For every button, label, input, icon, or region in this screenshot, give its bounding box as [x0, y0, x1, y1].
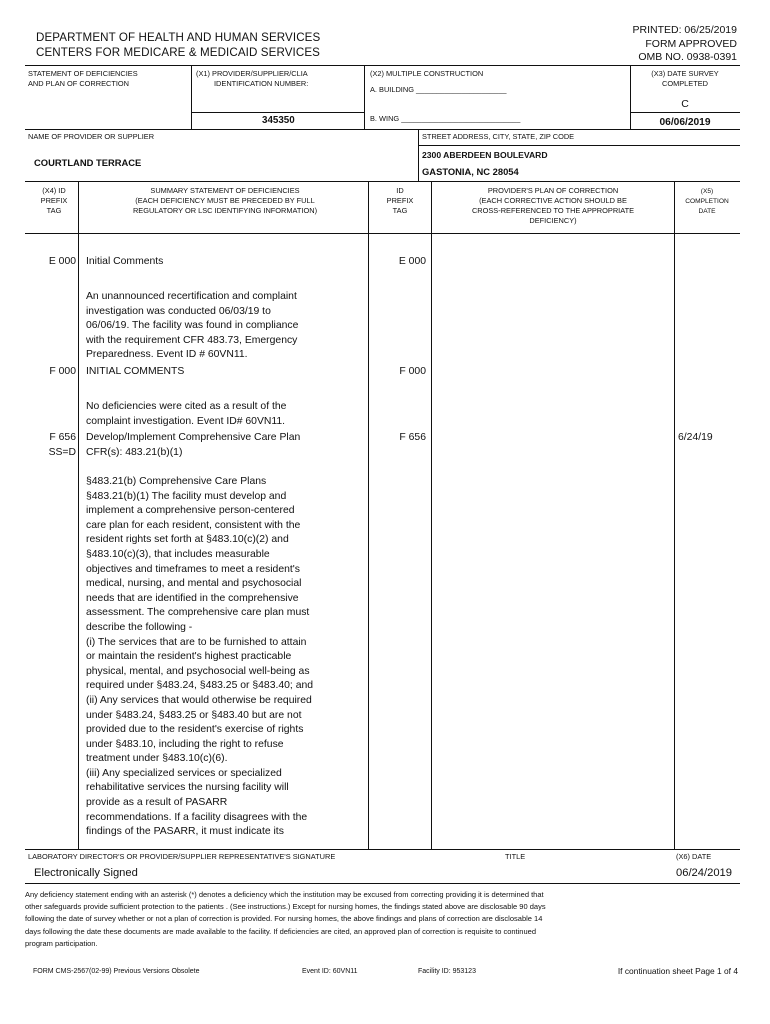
- event-id: Event ID: 60VN11: [302, 968, 358, 975]
- vline-x2: [364, 65, 365, 129]
- plan-header-line3: CROSS-REFERENCED TO THE APPROPRIATE: [471, 206, 635, 215]
- signature-value: Electronically Signed: [34, 867, 138, 879]
- x3-label-line2: COMPLETED: [662, 79, 708, 88]
- e000-tag-right: E 000: [398, 256, 426, 267]
- e000-text: [86, 290, 298, 363]
- f000-title: INITIAL COMMENTS: [86, 366, 185, 377]
- x2-label: (X2) MULTIPLE CONSTRUCTION: [370, 69, 484, 78]
- f656-line: care plan for each resident, consistent with the: [86, 519, 301, 531]
- x4-header-line2: PREFIX: [40, 196, 68, 205]
- f656-line: under §483.10, including the right to refuse: [86, 738, 284, 750]
- statement-label-line1: STATEMENT OF DEFICIENCIES: [28, 69, 138, 78]
- x4-header-line1: (X4) ID: [42, 186, 66, 195]
- id-header-line2: PREFIX: [386, 196, 414, 205]
- e000-line: Preparedness. Event ID # 60VN11.: [86, 349, 248, 361]
- disclaimer-line: other safeguards provide sufficient protection to the patients . (See instructions.) Except for nursing homes, the findings stated above are disclosable 90 days: [25, 902, 546, 912]
- x4-header-line3: TAG: [46, 206, 62, 215]
- e000-line: with the requirement CFR 483.73, Emergency: [86, 334, 298, 346]
- f656-line: (ii) Any services that would otherwise be required: [86, 694, 312, 706]
- plan-header-line4: DEFICIENCY): [529, 216, 577, 225]
- f656-line: medical, nursing, and mental and psychosocial: [86, 578, 302, 590]
- vline-completion: [674, 181, 675, 849]
- statement-label: [28, 69, 138, 89]
- x5-header-line2: COMPLETION: [685, 198, 729, 205]
- disclaimer-line: days following the date these documents are made available to the facility. If deficiencies are cited, an approved plan of correction is requisite to continued: [25, 926, 536, 936]
- page-indicator: If continuation sheet Page 1 of 4: [617, 966, 738, 976]
- f656-title: Develop/Implement Comprehensive Care Plan: [86, 432, 301, 443]
- omb-number: OMB NO. 0938-0391: [638, 51, 737, 63]
- f656-line: required under §483.24, §483.25 or §483.40; and: [86, 680, 314, 692]
- x1-label: [196, 69, 308, 89]
- provider-name: COURTLAND TERRACE: [34, 157, 142, 168]
- plan-header-line2: (EACH CORRECTIVE ACTION SHOULD BE: [479, 196, 627, 205]
- f656-line: describe the following -: [86, 621, 193, 633]
- f656-cfr: CFR(s): 483.21(b)(1): [86, 447, 183, 458]
- f656-line: §483.10(c)(3), that includes measurable: [86, 548, 270, 560]
- city-state-zip: GASTONIA, NC 28054: [422, 166, 519, 177]
- f656-line: treatment under §483.10(c)(6).: [86, 753, 228, 765]
- provider-number: 345350: [262, 115, 295, 126]
- survey-type-letter: C: [681, 98, 689, 110]
- f656-line: implement a comprehensive person-centered: [86, 505, 295, 517]
- summary-header-line3: REGULATORY OR LSC IDENTIFYING INFORMATION): [132, 206, 318, 215]
- vline-plan: [431, 181, 432, 849]
- f656-line: (i) The services that are to be furnished to attain: [86, 636, 307, 648]
- f656-line: findings of the PASARR, it must indicate its: [86, 826, 284, 838]
- f656-completion-date: 6/24/19: [678, 432, 713, 443]
- f656-line: physical, mental, and psychosocial well-being as: [86, 665, 310, 677]
- vline-id: [368, 181, 369, 849]
- printed-date: PRINTED: 06/25/2019: [632, 24, 737, 36]
- disclaimer-line: following the date of survey whether or not a plan of correction is provided. For nursing homes, the above findings and plans of correction are disclosable 14: [25, 914, 543, 924]
- survey-completed-date: 06/06/2019: [659, 117, 711, 128]
- f000-tag-right: F 000: [399, 366, 426, 377]
- building-line: A. BUILDING ______________________: [370, 85, 507, 94]
- e000-line: investigation was conducted 06/03/19 to: [86, 305, 271, 317]
- x4-header: [30, 186, 78, 216]
- f656-tag-right: F 656: [399, 432, 426, 443]
- form-status-block: [633, 24, 737, 65]
- f656-line: assessment. The comprehensive care plan must: [86, 607, 310, 619]
- f656-line: §483.21(b)(1) The facility must develop and: [86, 490, 287, 502]
- x5-header-line1: (X5): [700, 188, 714, 195]
- statement-label-line2: AND PLAN OF CORRECTION: [28, 79, 130, 88]
- address-label: STREET ADDRESS, CITY, STATE, ZIP CODE: [422, 132, 575, 141]
- f656-text: [86, 475, 313, 840]
- e000-line: An unannounced recertification and complaint: [86, 291, 297, 302]
- f656-line: rehabilitative services the nursing facility will: [86, 782, 289, 794]
- disclaimer-line: Any deficiency statement ending with an asterisk (*) denotes a deficiency which the institution may be excused from correcting providing it is determined that: [25, 890, 544, 899]
- disclaimer-line: program participation.: [25, 938, 98, 948]
- f656-line: resident rights set forth at §483.10(c)(2) and: [86, 534, 289, 546]
- rule-id-bottom: [25, 129, 740, 130]
- f656-line: provide as a result of PASARR: [86, 797, 228, 809]
- f656-line: §483.21(b) Comprehensive Care Plans: [86, 476, 267, 487]
- e000-line: 06/06/19. The facility was found in compliance: [86, 320, 299, 332]
- vline-address: [418, 129, 419, 181]
- provider-name-label: NAME OF PROVIDER OR SUPPLIER: [28, 132, 155, 141]
- form-number: FORM CMS-2567(02-99) Previous Versions Obsolete: [33, 968, 200, 975]
- e000-tag: E 000: [48, 256, 76, 267]
- facility-id: Facility ID: 953123: [418, 968, 476, 975]
- x3-label: [633, 69, 737, 89]
- f656-severity: SS=D: [48, 447, 76, 458]
- f656-line: needs that are identified in the comprehensive: [86, 592, 299, 604]
- rule-signature-bottom: [25, 883, 740, 884]
- x3-label-line1: (X3) DATE SURVEY: [651, 69, 719, 78]
- f000-line: complaint investigation. Event ID# 60VN11.: [86, 415, 286, 427]
- e000-title: Initial Comments: [86, 256, 164, 267]
- x5-header: [676, 187, 738, 217]
- f656-tag: F 656: [49, 432, 76, 443]
- id-header-line1: ID: [396, 186, 404, 195]
- title-label: TITLE: [505, 852, 526, 861]
- date-label: (X6) DATE: [676, 852, 712, 861]
- f656-line: (iii) Any specialized services or specialized: [86, 767, 282, 779]
- rule-body-bottom: [25, 849, 740, 850]
- summary-header-line2: (EACH DEFICIENCY MUST BE PRECEDED BY FULL: [135, 196, 315, 205]
- f656-line: provided due to the resident's exercise of rights: [86, 724, 304, 736]
- agency-header: [36, 30, 320, 60]
- summary-header: [82, 186, 368, 216]
- id-header-line3: TAG: [392, 206, 408, 215]
- f000-text: [86, 400, 286, 429]
- rule-x1-value: [191, 112, 364, 113]
- f656-line: recommendations. If a facility disagrees with the: [86, 811, 308, 823]
- signature-label: LABORATORY DIRECTOR'S OR PROVIDER/SUPPLIER REPRESENTATIVE'S SIGNATURE: [28, 852, 336, 861]
- street-address: 2300 ABERDEEN BOULEVARD: [422, 150, 548, 160]
- vline-x1: [191, 65, 192, 129]
- summary-header-line1: SUMMARY STATEMENT OF DEFICIENCIES: [150, 186, 300, 195]
- plan-header: [434, 186, 672, 226]
- plan-header-line1: PROVIDER'S PLAN OF CORRECTION: [487, 186, 619, 195]
- rule-x3-value: [630, 112, 740, 113]
- wing-line: B. WING _____________________________: [370, 114, 521, 123]
- rule-top: [25, 65, 740, 66]
- f656-line: or maintain the resident's highest practicable: [86, 651, 292, 663]
- f000-line: No deficiencies were cited as a result of the: [86, 401, 287, 412]
- f656-line: objectives and timeframes to meet a resident's: [86, 563, 300, 575]
- department-name: DEPARTMENT OF HEALTH AND HUMAN SERVICES: [36, 31, 321, 44]
- f656-line: under §483.24, §483.25 or §483.40 but are not: [86, 709, 302, 721]
- x1-label-line2: IDENTIFICATION NUMBER:: [214, 79, 309, 88]
- rule-address-label: [418, 145, 740, 146]
- signature-date: 06/24/2019: [676, 867, 732, 879]
- disclaimer: [25, 889, 546, 950]
- form-approved-label: FORM APPROVED: [645, 37, 737, 50]
- rule-columns-bottom: [25, 233, 740, 234]
- f000-tag: F 000: [49, 366, 76, 377]
- vline-summary: [78, 181, 79, 849]
- x5-header-line3: DATE: [698, 208, 716, 215]
- id-header: [371, 186, 429, 216]
- rule-provider-bottom: [25, 181, 740, 182]
- vline-x3: [630, 65, 631, 129]
- centers-name: CENTERS FOR MEDICARE & MEDICAID SERVICES: [36, 46, 321, 59]
- x1-label-line1: (X1) PROVIDER/SUPPLIER/CLIA: [196, 69, 308, 78]
